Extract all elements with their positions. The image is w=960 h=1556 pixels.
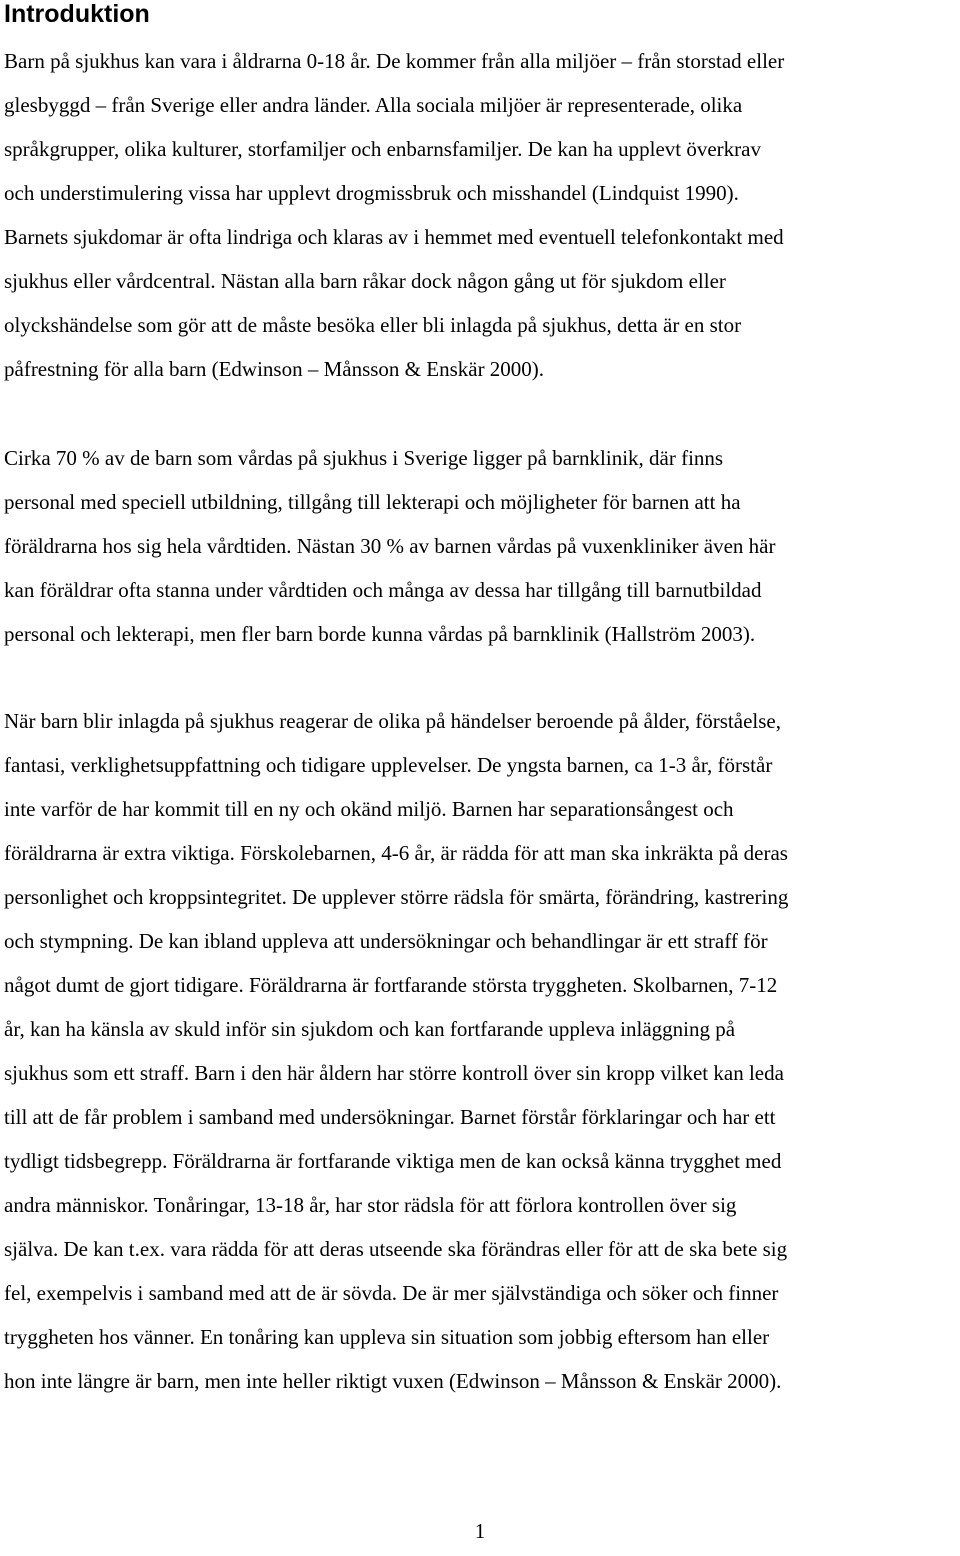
text-line: påfrestning för alla barn (Edwinson – Månsson & Enskär 2000). bbox=[4, 357, 545, 381]
page-number: 1 bbox=[474, 1519, 486, 1543]
paragraph-1 bbox=[4, 39, 956, 391]
text-line: till att de får problem i samband med undersökningar. Barnet förstår förklaringar och har ett bbox=[4, 1105, 776, 1129]
text-line: personal med speciell utbildning, tillgång till lekterapi och möjligheter för barnen att ha bbox=[4, 490, 741, 514]
text-line: tydligt tidsbegrepp. Föräldrarna är fortfarande viktiga men de kan också känna trygghet med bbox=[4, 1149, 782, 1173]
text-line: föräldrarna hos sig hela vårdtiden. Nästan 30 % av barnen vårdas på vuxenkliniker även här bbox=[4, 534, 776, 558]
section-heading: Introduktion bbox=[4, 0, 150, 28]
text-line: tryggheten hos vänner. En tonåring kan uppleva sin situation som jobbig eftersom han eller bbox=[4, 1325, 770, 1349]
text-line: fantasi, verklighetsuppfattning och tidigare upplevelser. De yngsta barnen, ca 1-3 år, förstår bbox=[4, 753, 773, 777]
text-line: själva. De kan t.ex. vara rädda för att deras utseende ska förändras eller för att de ska bete sig bbox=[4, 1237, 788, 1261]
text-line: sjukhus eller vårdcentral. Nästan alla barn råkar dock någon gång ut för sjukdom eller bbox=[4, 269, 726, 293]
text-line: personlighet och kroppsintegritet. De upplever större rädsla för smärta, förändring, kastrering bbox=[4, 885, 789, 909]
text-line: glesbyggd – från Sverige eller andra länder. Alla sociala miljöer är representerade, olika bbox=[4, 93, 743, 117]
text-line: Cirka 70 % av de barn som vårdas på sjukhus i Sverige ligger på barnklinik, där finns bbox=[4, 446, 724, 470]
paragraph-2 bbox=[4, 436, 956, 656]
text-line: Barnets sjukdomar är ofta lindriga och klaras av i hemmet med eventuell telefonkontakt med bbox=[4, 225, 784, 249]
text-line: språkgrupper, olika kulturer, storfamiljer och enbarnsfamiljer. De kan ha upplevt överkrav bbox=[4, 137, 761, 161]
text-line: fel, exempelvis i samband med att de är sövda. De är mer självständiga och söker och finner bbox=[4, 1281, 779, 1305]
text-line: När barn blir inlagda på sjukhus reagerar de olika på händelser beroende på ålder, förståelse, bbox=[4, 709, 781, 733]
text-line: och understimulering vissa har upplevt drogmissbruk och misshandel (Lindquist 1990). bbox=[4, 181, 739, 205]
text-line: år, kan ha känsla av skuld inför sin sjukdom och kan fortfarande uppleva inläggning på bbox=[4, 1017, 736, 1041]
text-line: olyckshändelse som gör att de måste besöka eller bli inlagda på sjukhus, detta är en stor bbox=[4, 313, 742, 337]
paragraph-3 bbox=[4, 699, 956, 1403]
text-line: och stympning. De kan ibland uppleva att undersökningar och behandlingar är ett straff för bbox=[4, 929, 768, 953]
text-line: inte varför de har kommit till en ny och okänd miljö. Barnen har separationsångest och bbox=[4, 797, 734, 821]
text-line: andra människor. Tonåringar, 13-18 år, har stor rädsla för att förlora kontrollen över sig bbox=[4, 1193, 737, 1217]
text-line: sjukhus som ett straff. Barn i den här åldern har större kontroll över sin kropp vilket kan leda bbox=[4, 1061, 784, 1085]
text-line: hon inte längre är barn, men inte heller riktigt vuxen (Edwinson – Månsson & Enskär 2000). bbox=[4, 1369, 782, 1393]
text-line: Barn på sjukhus kan vara i åldrarna 0-18 år. De kommer från alla miljöer – från storstad eller bbox=[4, 49, 785, 73]
text-line: föräldrarna är extra viktiga. Förskolebarnen, 4-6 år, är rädda för att man ska inkräkta på deras bbox=[4, 841, 788, 865]
text-line: något dumt de gjort tidigare. Föräldrarna är fortfarande största tryggheten. Skolbarnen, 7-12 bbox=[4, 973, 778, 997]
text-line: personal och lekterapi, men fler barn borde kunna vårdas på barnklinik (Hallström 2003). bbox=[4, 622, 756, 646]
text-line: kan föräldrar ofta stanna under vårdtiden och många av dessa har tillgång till barnutbildad bbox=[4, 578, 762, 602]
